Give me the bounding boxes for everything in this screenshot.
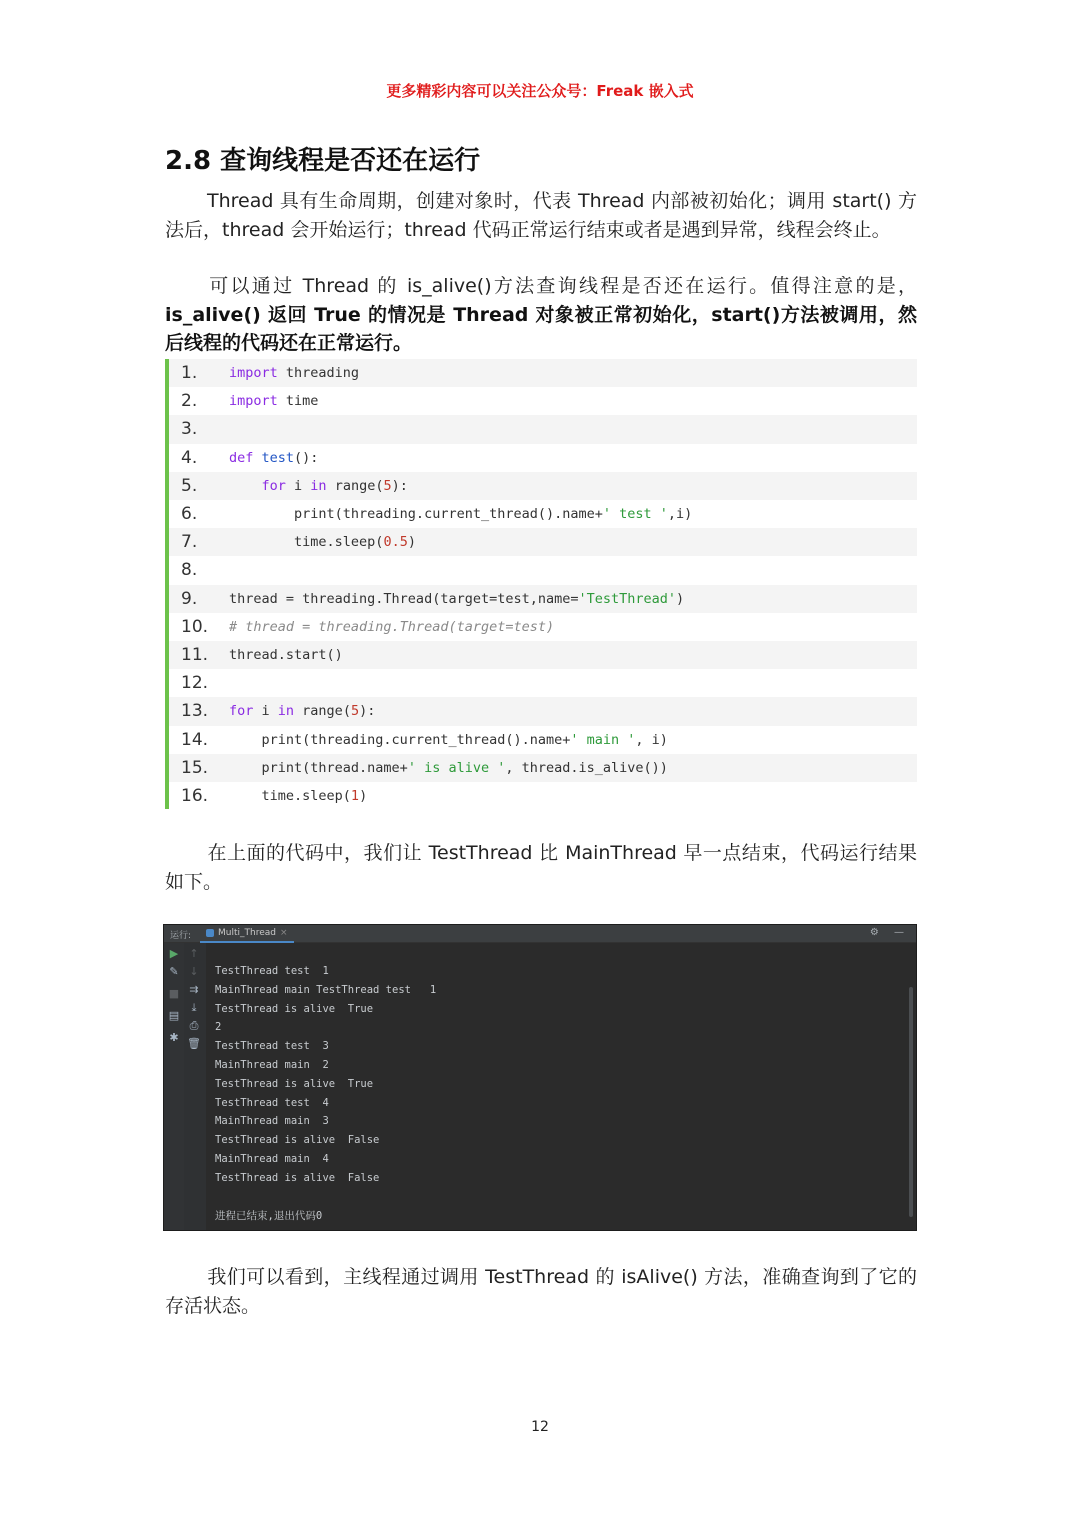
code-token: thread = threading.Thread(target=test,name= [229,590,579,607]
code-text [229,703,375,719]
code-token: range( [326,477,384,494]
code-line [169,359,917,387]
console-output-line: TestThread is alive True [215,1077,374,1090]
line-number: 9. [181,588,198,609]
is-alive-paragraph [165,272,917,358]
code-block [165,359,917,809]
code-text [229,788,367,804]
code-token: print(thread.name+ [229,759,408,776]
code-token: i [253,703,278,720]
code-line [169,697,917,725]
code-line [169,500,917,528]
stop-icon[interactable]: ■ [168,987,180,1000]
line-number: 2. [181,391,198,412]
is-alive-plain-text: 可以通过 Thread 的 is_alive()方法查询线程是否还在运行。值得注意的是， [207,275,917,297]
code-token: , thread.is_alive()) [505,759,668,776]
line-number: 6. [181,504,198,525]
result-intro-paragraph [165,839,917,896]
code-token: for [261,477,286,494]
console-actions-gutter [184,943,206,1230]
code-line [169,585,917,613]
code-text [229,732,668,748]
line-number: 8. [181,560,198,581]
code-token [253,450,261,466]
scroll-to-end-icon[interactable]: ⤓ [191,1001,197,1014]
console-output-line: MainThread main TestThread test 1 [215,983,437,996]
line-number: 5. [181,475,198,496]
code-token: ) [676,590,685,607]
console-output-line: MainThread main 3 [215,1115,329,1128]
code-token: print(threading.current_thread().name+ [229,506,603,523]
code-line [169,444,917,472]
code-line [169,641,917,669]
run-icon[interactable]: ▶ [169,947,179,960]
code-text [229,591,684,607]
code-token: , i) [635,731,668,748]
code-line [169,613,917,641]
code-token: ) [407,534,416,551]
code-token: ): [391,477,408,494]
intro-text: Thread 具有生命周期，创建对象时，代表 Thread 内部被初始化；调用 start() 方法后，thread 会开始运行；thread 代码正常运行结束或者是遇到异常，线程会终止。 [165,190,917,241]
code-token: 'TestThread' [578,590,677,607]
code-token: ' main ' [570,731,636,748]
console-output-line: TestThread test 1 [215,965,329,977]
line-number: 1. [181,363,198,384]
code-token: ,i) [667,506,693,523]
code-token: print(threading.current_thread().name+ [229,731,571,748]
code-token: time.sleep( [229,788,351,805]
line-number: 4. [181,447,198,468]
code-token: thread.start() [229,647,343,664]
line-number: 13. [181,701,209,722]
code-token: def [229,449,254,466]
code-text [229,450,318,466]
code-text [229,534,416,550]
code-text [229,619,554,635]
code-token: range( [294,703,351,720]
line-number: 10. [181,616,209,637]
code-line [169,387,917,415]
result-intro-text: 在上面的代码中，我们让 TestThread 比 MainThread 早一点结束，代码运行结果如下。 [165,842,917,893]
line-number: 16. [181,786,209,807]
code-text [229,506,692,522]
code-text [229,760,668,776]
tab-label: Multi_Thread [218,928,276,938]
conclusion-paragraph [165,1263,917,1320]
console-left-gutter [164,943,184,1230]
code-token: for [229,703,254,720]
console-output-line: MainThread main 4 [215,1153,329,1165]
intro-paragraph [165,187,917,244]
code-token: time.sleep( [229,534,384,551]
console-output-line: 2 [215,1021,222,1034]
line-number: 7. [181,532,198,553]
code-token: time [277,393,319,410]
code-token: ): [359,703,376,720]
console-output-line: TestThread is alive False [215,1171,380,1184]
code-line [169,726,917,754]
console-output-line: TestThread is alive True [215,1002,374,1015]
code-line [169,669,917,697]
code-text [229,647,343,663]
code-token [229,478,262,494]
console-output-line: MainThread main 2 [215,1059,329,1071]
print-icon[interactable]: ⎙ [189,1019,199,1032]
console-output-line: TestThread is alive False [215,1134,380,1147]
code-token: ) [359,788,368,805]
arrow-up-icon[interactable]: ↑ [189,947,199,960]
code-token: in [310,477,327,494]
code-line [169,472,917,500]
is-alive-bold-text: is_alive() 返回 True 的情况是 Thread 对象被正常初始化，start()方法被调用，然后线程的代码还在正常运行。 [165,303,917,354]
conclusion-text: 我们可以看到，主线程通过调用 TestThread 的 isAlive() 方法，准确查询到了它的存活状态。 [165,1266,917,1317]
page-number: 12 [531,1419,549,1435]
exit-message: 进程已结束,退出代码0 [215,1210,323,1222]
code-line [169,415,917,443]
code-token: i [285,477,311,494]
code-token: ' is alive ' [407,759,506,776]
pin-icon[interactable]: ✱ [169,1031,179,1044]
code-text [229,365,359,381]
code-text [229,478,408,494]
code-token: 5 [350,703,360,720]
code-token: 5 [383,477,392,494]
line-number: 14. [181,729,209,750]
line-number: 3. [181,419,198,440]
code-token: # thread = threading.Thread(target=test) [229,618,555,635]
section-title: 2.8 查询线程是否还在运行 [165,146,481,176]
wrench-icon[interactable]: ✎ [169,965,179,978]
vertical-scrollbar[interactable] [909,987,913,1217]
code-line [169,754,917,782]
code-token: import [229,393,278,410]
trash-icon[interactable]: 🗑 [187,1037,201,1050]
python-file-icon [206,929,214,937]
line-number: 12. [181,673,209,694]
code-token: 0.5 [383,534,408,551]
tab-multi-thread[interactable] [200,925,294,943]
code-token: (): [294,449,319,466]
code-token: import [229,365,278,382]
code-line [169,556,917,584]
console-toolbar [164,925,916,943]
code-token: threading [277,365,360,382]
code-token: test [261,449,295,466]
soft-wrap-icon[interactable]: ⇉ [189,983,199,996]
console-output-line: TestThread test 4 [215,1096,329,1109]
line-number: 11. [181,645,209,666]
run-console-screenshot [163,924,917,1231]
line-number: 15. [181,757,209,778]
code-text [229,393,318,409]
page-header: 更多精彩内容可以关注公众号：Freak 嵌入式 [386,82,694,100]
arrow-down-icon[interactable]: ↓ [189,965,199,978]
code-token: 1 [350,788,360,805]
layout-icon[interactable]: ▤ [168,1009,180,1022]
code-token: ' test ' [602,506,668,523]
run-label: 运行: [170,931,192,941]
close-icon[interactable]: × [279,928,288,938]
console-output-line: TestThread test 3 [215,1040,329,1053]
code-line [169,782,917,810]
code-token: in [277,703,295,720]
code-line [169,528,917,556]
settings-minimize-icons[interactable]: ⚙ — [869,927,910,938]
